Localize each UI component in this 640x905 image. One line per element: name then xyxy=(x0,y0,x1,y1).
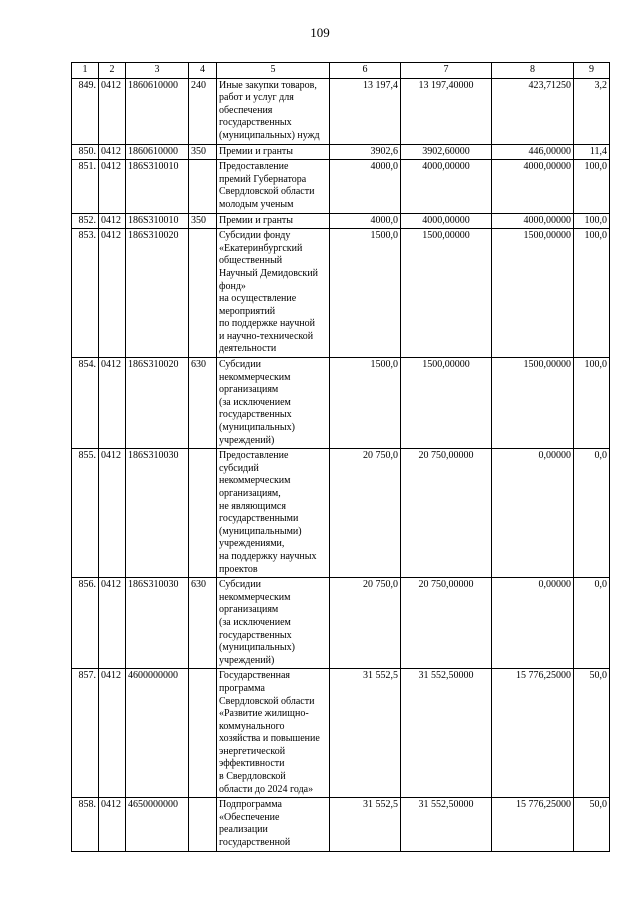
amount-col7: 1500,00000 xyxy=(401,358,492,449)
section-code: 0412 xyxy=(99,449,126,578)
row-number: 849. xyxy=(72,78,99,144)
target-code: 1860610000 xyxy=(126,78,189,144)
amount-col6: 31 552,5 xyxy=(330,798,401,851)
amount-col6: 31 552,5 xyxy=(330,669,401,798)
amount-col6: 4000,0 xyxy=(330,160,401,213)
expense-type-code: 350 xyxy=(189,144,217,160)
item-name: Субсидии некоммерческим организациям (за исключением государственных (муниципальных) учреждений) xyxy=(217,578,330,669)
amount-col8: 1500,00000 xyxy=(492,229,574,358)
amount-col7: 20 750,00000 xyxy=(401,449,492,578)
header-cell: 1 xyxy=(72,63,99,79)
item-name: Предоставление субсидий некоммерческим организациям, не являющимся государственными (муниципальными) учреждениями, на поддержку научных проектов xyxy=(217,449,330,578)
row-number: 857. xyxy=(72,669,99,798)
percent-col9: 100,0 xyxy=(574,160,610,213)
budget-table xyxy=(71,62,610,852)
section-code: 0412 xyxy=(99,160,126,213)
amount-col6: 20 750,0 xyxy=(330,449,401,578)
row-number: 852. xyxy=(72,213,99,229)
target-code: 186S310010 xyxy=(126,213,189,229)
item-name: Субсидии фонду «Екатеринбургский общественный Научный Демидовский фонд» на осуществление мероприятий по поддержке научной и научно-технической деятельности xyxy=(217,229,330,358)
percent-col9: 50,0 xyxy=(574,798,610,851)
header-cell: 9 xyxy=(574,63,610,79)
row-number: 855. xyxy=(72,449,99,578)
table-row xyxy=(72,229,610,358)
percent-col9: 100,0 xyxy=(574,229,610,358)
amount-col7: 1500,00000 xyxy=(401,229,492,358)
table-row xyxy=(72,578,610,669)
amount-col7: 4000,00000 xyxy=(401,213,492,229)
table-header-row xyxy=(72,63,610,79)
section-code: 0412 xyxy=(99,358,126,449)
expense-type-code: 350 xyxy=(189,213,217,229)
percent-col9: 100,0 xyxy=(574,213,610,229)
item-name: Подпрограмма «Обеспечение реализации государственной xyxy=(217,798,330,851)
amount-col7: 3902,60000 xyxy=(401,144,492,160)
amount-col6: 13 197,4 xyxy=(330,78,401,144)
amount-col8: 15 776,25000 xyxy=(492,798,574,851)
percent-col9: 0,0 xyxy=(574,449,610,578)
target-code: 186S310030 xyxy=(126,578,189,669)
table-row xyxy=(72,213,610,229)
target-code: 4650000000 xyxy=(126,798,189,851)
percent-col9: 3,2 xyxy=(574,78,610,144)
section-code: 0412 xyxy=(99,798,126,851)
amount-col6: 1500,0 xyxy=(330,358,401,449)
header-cell: 8 xyxy=(492,63,574,79)
target-code: 186S310010 xyxy=(126,160,189,213)
amount-col6: 20 750,0 xyxy=(330,578,401,669)
row-number: 853. xyxy=(72,229,99,358)
row-number: 856. xyxy=(72,578,99,669)
row-number: 854. xyxy=(72,358,99,449)
item-name: Премии и гранты xyxy=(217,144,330,160)
section-code: 0412 xyxy=(99,144,126,160)
item-name: Государственная программа Свердловской области «Развитие жилищно- коммунального хозяйства и повышение энергетической эффективности в Свердловской области до 2024 года» xyxy=(217,669,330,798)
percent-col9: 100,0 xyxy=(574,358,610,449)
amount-col8: 4000,00000 xyxy=(492,213,574,229)
item-name: Премии и гранты xyxy=(217,213,330,229)
item-name: Иные закупки товаров, работ и услуг для обеспечения государственных (муниципальных) нужд xyxy=(217,78,330,144)
page-number: 109 xyxy=(310,25,330,40)
percent-col9: 50,0 xyxy=(574,669,610,798)
table-row xyxy=(72,160,610,213)
row-number: 850. xyxy=(72,144,99,160)
amount-col6: 4000,0 xyxy=(330,213,401,229)
expense-type-code xyxy=(189,160,217,213)
row-number: 851. xyxy=(72,160,99,213)
amount-col8: 15 776,25000 xyxy=(492,669,574,798)
expense-type-code xyxy=(189,669,217,798)
header-cell: 4 xyxy=(189,63,217,79)
amount-col7: 31 552,50000 xyxy=(401,798,492,851)
section-code: 0412 xyxy=(99,669,126,798)
table-row xyxy=(72,144,610,160)
item-name: Субсидии некоммерческим организациям (за исключением государственных (муниципальных) учреждений) xyxy=(217,358,330,449)
section-code: 0412 xyxy=(99,229,126,358)
amount-col8: 446,00000 xyxy=(492,144,574,160)
amount-col8: 1500,00000 xyxy=(492,358,574,449)
table-body xyxy=(72,63,610,852)
amount-col6: 3902,6 xyxy=(330,144,401,160)
amount-col8: 423,71250 xyxy=(492,78,574,144)
table-row xyxy=(72,669,610,798)
target-code: 4600000000 xyxy=(126,669,189,798)
header-cell: 7 xyxy=(401,63,492,79)
table-row xyxy=(72,798,610,851)
amount-col8: 0,00000 xyxy=(492,578,574,669)
section-code: 0412 xyxy=(99,213,126,229)
expense-type-code: 630 xyxy=(189,578,217,669)
amount-col7: 31 552,50000 xyxy=(401,669,492,798)
expense-type-code: 240 xyxy=(189,78,217,144)
target-code: 186S310020 xyxy=(126,358,189,449)
expense-type-code: 630 xyxy=(189,358,217,449)
header-cell: 3 xyxy=(126,63,189,79)
amount-col8: 0,00000 xyxy=(492,449,574,578)
target-code: 186S310030 xyxy=(126,449,189,578)
amount-col7: 4000,00000 xyxy=(401,160,492,213)
table-row xyxy=(72,78,610,144)
percent-col9: 11,4 xyxy=(574,144,610,160)
row-number: 858. xyxy=(72,798,99,851)
header-cell: 2 xyxy=(99,63,126,79)
table-row xyxy=(72,449,610,578)
amount-col7: 13 197,40000 xyxy=(401,78,492,144)
amount-col6: 1500,0 xyxy=(330,229,401,358)
target-code: 1860610000 xyxy=(126,144,189,160)
section-code: 0412 xyxy=(99,78,126,144)
expense-type-code xyxy=(189,798,217,851)
expense-type-code xyxy=(189,449,217,578)
table-row xyxy=(72,358,610,449)
target-code: 186S310020 xyxy=(126,229,189,358)
expense-type-code xyxy=(189,229,217,358)
header-cell: 5 xyxy=(217,63,330,79)
header-cell: 6 xyxy=(330,63,401,79)
item-name: Предоставление премий Губернатора Свердловской области молодым ученым xyxy=(217,160,330,213)
amount-col7: 20 750,00000 xyxy=(401,578,492,669)
percent-col9: 0,0 xyxy=(574,578,610,669)
amount-col8: 4000,00000 xyxy=(492,160,574,213)
section-code: 0412 xyxy=(99,578,126,669)
